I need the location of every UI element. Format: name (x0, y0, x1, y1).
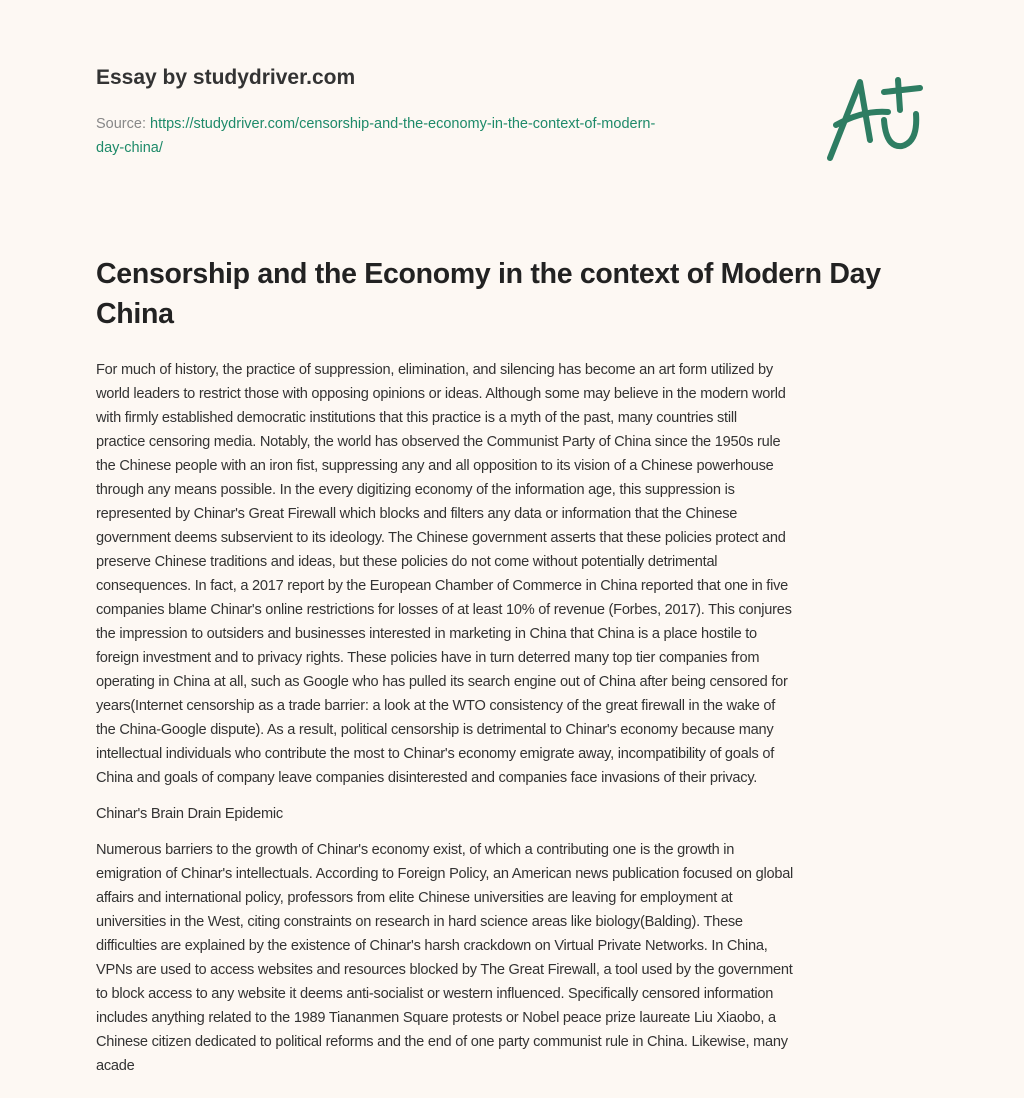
text-line: operating in China at all, such as Google who has pulled its search engine out of China after being censored for (96, 674, 788, 690)
text-line: with firmly established democratic institutions that this practice is a myth of the past, many countries still (96, 410, 737, 426)
text-line: Numerous barriers to the growth of Chinar's economy exist, of which a contributing one is the growth in (96, 842, 735, 858)
paragraph (96, 838, 936, 1078)
paragraph (96, 358, 936, 790)
section-heading (96, 802, 936, 826)
text-line: Chinar's Brain Drain Epidemic (96, 806, 283, 822)
text-line: consequences. In fact, a 2017 report by the European Chamber of Commerce in China reported that one in five (96, 578, 789, 594)
text-line: intellectual individuals who contribute the most to Chinar's economy emigrate away, incompatibility of goals of (96, 746, 775, 762)
text-line: affairs and international policy, professors from elite Chinese universities are leaving for employment at (96, 890, 733, 906)
source-citation (96, 112, 776, 160)
text-line: China and goals of company leave companies disinterested and companies face invasions of their privacy. (96, 770, 758, 786)
text-line: years(Internet censorship as a trade barrier: a look at the WTO consistency of the great firewall in the wake of (96, 698, 776, 714)
text-line: For much of history, the practice of suppression, elimination, and silencing has become an art form utilized by (96, 362, 773, 378)
source-label: Source: (96, 116, 150, 132)
essay-body (96, 358, 936, 1090)
source-link[interactable]: https://studydriver.com/censorship-and-the-economy-in-the-context-of-modern- day-china/ (96, 116, 656, 156)
text-line: universities in the West, citing constraints on research in hard science areas like biology(Balding). These (96, 914, 743, 930)
text-line: emigration of Chinar's intellectuals. According to Foreign Policy, an American news publication focused on global (96, 866, 794, 882)
text-line: practice censoring media. Notably, the world has observed the Communist Party of China since the 1950s rule (96, 434, 781, 450)
a-plus-logo-icon (818, 70, 928, 165)
essay-title: Censorship and the Economy in the context of Modern Day China (96, 258, 881, 330)
text-line: the China-Google dispute). As a result, political censorship is detrimental to Chinar's economy because many (96, 722, 774, 738)
text-line: difficulties are explained by the existence of Chinar's harsh crackdown on Virtual Private Networks. In China, (96, 938, 768, 954)
text-line: world leaders to restrict those with opposing opinions or ideas. Although some may believe in the modern world (96, 386, 786, 402)
text-line: foreign investment and to privacy rights. These policies have in turn deterred many top tier companies from (96, 650, 760, 666)
text-line: through any means possible. In the every digitizing economy of the information age, this suppression is (96, 482, 735, 498)
text-line: companies blame Chinar's online restrictions for losses of at least 10% of revenue (Forbes, 2017). This conjures (96, 602, 792, 618)
text-line: includes anything related to the 1989 Tiananmen Square protests or Nobel peace prize laureate Liu Xiaobo, a (96, 1010, 776, 1026)
text-line: VPNs are used to access websites and resources blocked by The Great Firewall, a tool used by the government (96, 962, 793, 978)
text-line: represented by Chinar's Great Firewall which blocks and filters any data or information that the Chinese (96, 506, 738, 522)
text-line: government deems subservient to its ideology. The Chinese government asserts that these policies protect and (96, 530, 786, 546)
text-line: preserve Chinese traditions and ideas, but these policies do not come without potentially detrimental (96, 554, 718, 570)
site-brand: Essay by studydriver.com (96, 66, 356, 89)
text-line: to block access to any website it deems anti-socialist or western influenced. Specifically censored information (96, 986, 774, 1002)
text-line: the impression to outsiders and businesses interested in marketing in China that China is a place hostile to (96, 626, 757, 642)
text-line: Chinese citizen dedicated to political reforms and the end of one party communist rule in China. Likewise, many (96, 1034, 788, 1050)
text-line: the Chinese people with an iron fist, suppressing any and all opposition to its vision of a Chinese powerhouse (96, 458, 774, 474)
text-line: acade (96, 1058, 135, 1074)
